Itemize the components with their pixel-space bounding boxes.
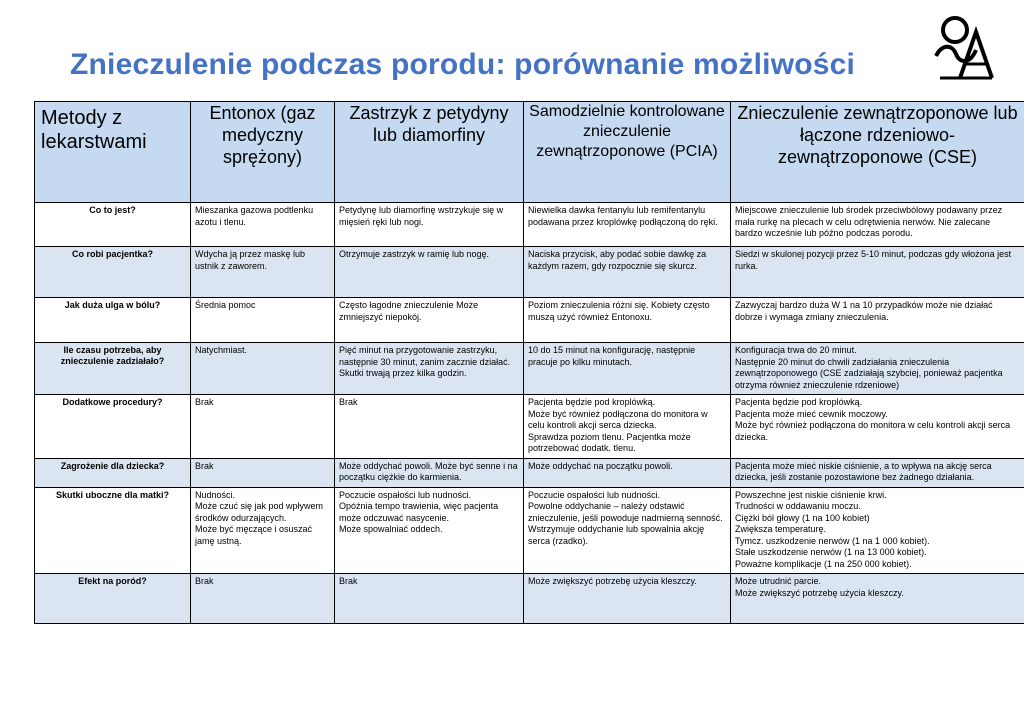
row-label: Skutki uboczne dla matki? <box>35 487 191 574</box>
table-cell: Naciska przycisk, aby podać sobie dawkę za każdym razem, gdy rozpocznie się skurcz. <box>524 247 731 298</box>
table-cell: Petydynę lub diamorfinę wstrzykuje się w mięsień ręki lub nogi. <box>335 203 524 247</box>
table-row <box>35 487 1024 574</box>
table-row <box>35 458 1024 487</box>
table-cell: Poziom znieczulenia różni się. Kobiety często muszą użyć również Entonoxu. <box>524 298 731 343</box>
table-cell: Brak <box>335 574 524 624</box>
table-cell: Może utrudnić parcie. Może zwiększyć potrzebę użycia kleszczy. <box>731 574 1024 624</box>
page-title: Znieczulenie podczas porodu: porównanie możliwości <box>70 48 856 81</box>
header-methods: Metody z lekarstwami <box>35 102 191 203</box>
row-label: Efekt na poród? <box>35 574 191 624</box>
row-label: Zagrożenie dla dziecka? <box>35 458 191 487</box>
row-label: Ile czasu potrzeba, aby znieczulenie zadziałało? <box>35 343 191 395</box>
table-cell: Miejscowe znieczulenie lub środek przeciwbólowy podawany przez mała rurkę na plecach w celu odrętwienia nerwów. Nie zalecane bardzo wcześnie lub późno podczas porodu. <box>731 203 1024 247</box>
table-row <box>35 298 1024 343</box>
row-label: Dodatkowe procedury? <box>35 395 191 459</box>
table-cell: Może oddychać powoli. Może być senne i na początku ciężkie do karmienia. <box>335 458 524 487</box>
table-cell: Może zwiększyć potrzebę użycia kleszczy. <box>524 574 731 624</box>
table-cell: Otrzymuje zastrzyk w ramię lub nogę. <box>335 247 524 298</box>
row-label: Co to jest? <box>35 203 191 247</box>
row-label: Jak duża ulga w bólu? <box>35 298 191 343</box>
table-row <box>35 247 1024 298</box>
table-cell: Siedzi w skulonej pozycji przez 5-10 minut, podczas gdy włożona jest rurka. <box>731 247 1024 298</box>
comparison-table <box>34 101 1024 624</box>
table-cell: Zazwyczaj bardzo duża W 1 na 10 przypadków może nie działać dobrze i wymaga zmiany znieczulenia. <box>731 298 1024 343</box>
table-cell: Brak <box>335 395 524 459</box>
table-cell: Pacjenta będzie pod kroplówką. Może być również podłączona do monitora w celu kontroli akcji serca dziecka. Sprawdza poziom tlenu. Pacjentka może potrzebować dodatk. tlenu. <box>524 395 731 459</box>
table-cell: Pacjenta może mieć niskie ciśnienie, a to wpływa na akcję serca dziecka, jeśli zostanie pozostawione bez żadnego działania. <box>731 458 1024 487</box>
table-row <box>35 203 1024 247</box>
table-row <box>35 343 1024 395</box>
table-row <box>35 395 1024 459</box>
table-cell: Mieszanka gazowa podtlenku azotu i tlenu. <box>191 203 335 247</box>
table-cell: Brak <box>191 574 335 624</box>
table-row <box>35 574 1024 624</box>
table-cell: Pacjenta będzie pod kroplówką. Pacjenta może mieć cewnik moczowy. Może być również podłączona do monitora w celu kontroli akcji serca dziecka. <box>731 395 1024 459</box>
header-pcia: Samodzielnie kontrolowane znieczulenie zewnątrzoponowe (PCIA) <box>524 102 731 203</box>
table-cell: Może oddychać na początku powoli. <box>524 458 731 487</box>
table-cell: Nudności. Może czuć się jak pod wpływem środków odurzających. Może być męczące i osuszać jamę ustną. <box>191 487 335 574</box>
header-entonox: Entonox (gaz medyczny sprężony) <box>191 102 335 203</box>
header-cse: Znieczulenie zewnątrzoponowe lub łączone rdzeniowo-zewnątrzoponowe (CSE) <box>731 102 1024 203</box>
table-cell: Poczucie ospałości lub nudności. Powolne oddychanie – należy odstawić znieczulenie, jeśli powoduje nadmierną senność. Wstrzymuje oddychanie lub spowalnia akcję serca (rzadko). <box>524 487 731 574</box>
table-cell: Brak <box>191 395 335 459</box>
table-cell: Powszechne jest niskie ciśnienie krwi. Trudności w oddawaniu moczu. Ciężki ból głowy (1 na 100 kobiet) Zwiększa temperaturę. Tymcz. uszkodzenie nerwów (1 na 1 000 kobiet). Stałe uszkodzenie nerwów (1 na 13 000 kobiet). Poważne komplikacje (1 na 250 000 kobiet). <box>731 487 1024 574</box>
table-cell: Pięć minut na przygotowanie zastrzyku, następnie 30 minut, zanim zacznie działać. Skutki trwają przez kilka godzin. <box>335 343 524 395</box>
table-cell: Wdycha ją przez maskę lub ustnik z zaworem. <box>191 247 335 298</box>
header-petydyna: Zastrzyk z petydyny lub diamorfiny <box>335 102 524 203</box>
table-header-row <box>35 102 1024 203</box>
table-cell: Średnia pomoc <box>191 298 335 343</box>
table-cell: Często łagodne znieczulenie Może zmniejszyć niepokój. <box>335 298 524 343</box>
table-cell: 10 do 15 minut na konfigurację, następnie pracuje po kilku minutach. <box>524 343 731 395</box>
table-cell: Konfiguracja trwa do 20 minut. Następnie 20 minut do chwili zadziałania znieczulenia zewnątrzoponowego (CSE zadziałają szybciej, ponieważ pacjentka otrzyma również znieczulenie rdzeniowe) <box>731 343 1024 395</box>
organization-logo-icon <box>930 14 994 82</box>
table-cell: Natychmiast. <box>191 343 335 395</box>
row-label: Co robi pacjentka? <box>35 247 191 298</box>
table-cell: Brak <box>191 458 335 487</box>
table-cell: Niewielka dawka fentanylu lub remifentanylu podawana przez kroplówkę podłączoną do ręki. <box>524 203 731 247</box>
table-cell: Poczucie ospałości lub nudności. Opóźnia tempo trawienia, więc pacjenta może odczuwać nasycenie. Może spowalniać oddech. <box>335 487 524 574</box>
